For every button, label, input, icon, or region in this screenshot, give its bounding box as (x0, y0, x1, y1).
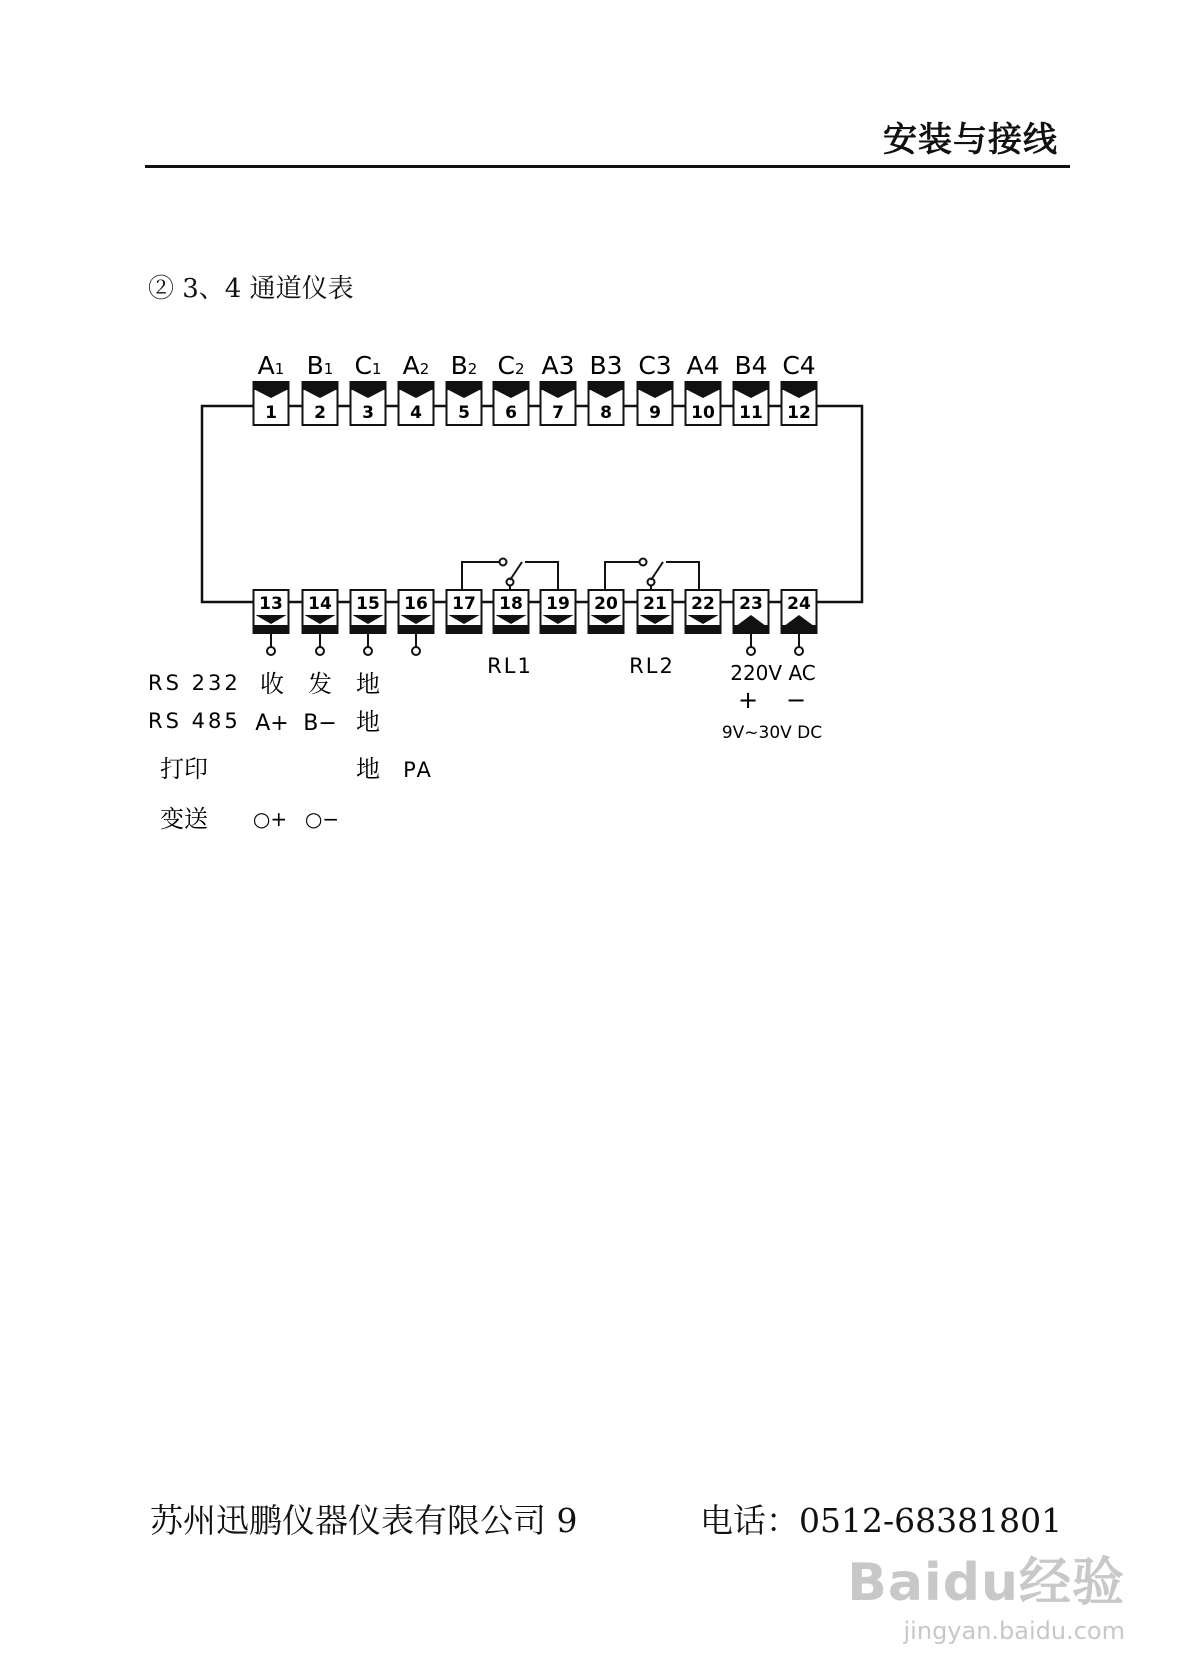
top-channel-label: C2 (497, 351, 525, 380)
bottom-terminal-cap (351, 625, 386, 633)
cell-rs232-15: 地 (356, 670, 380, 698)
terminal-pin (412, 647, 420, 655)
terminal-pin (747, 647, 755, 655)
bottom-terminal-number: 17 (452, 594, 476, 614)
top-terminal-number: 9 (649, 403, 661, 423)
bottom-terminal-number: 22 (691, 594, 715, 614)
bottom-terminal-cap (686, 625, 721, 633)
bottom-terminal-cap (399, 625, 434, 633)
top-terminal-cap (254, 382, 289, 390)
top-terminal-cap (734, 382, 769, 390)
bottom-terminal-cap (734, 625, 769, 633)
top-terminal-cap (638, 382, 673, 390)
bottom-terminal-cap (303, 625, 338, 633)
bottom-terminal-cap (589, 625, 624, 633)
top-channel-label: A3 (541, 351, 575, 380)
row-label-transmit: 变送 (160, 805, 208, 833)
row-label-print: 打印 (160, 755, 208, 783)
top-channel-label: C4 (782, 351, 816, 380)
relay-label-rl1: RL1 (487, 654, 533, 678)
top-channel-label: C3 (638, 351, 672, 380)
cell-rs232-13: 收 (260, 670, 284, 698)
top-terminal-cap (541, 382, 576, 390)
top-terminal-cap (447, 382, 482, 390)
top-terminal-cap (399, 382, 434, 390)
bottom-terminal-number: 20 (594, 594, 618, 614)
footer-company: 苏州迅鹏仪器仪表有限公司 9 (150, 1501, 578, 1540)
terminal-pin (267, 647, 275, 655)
top-terminal-number: 8 (600, 403, 612, 423)
bottom-terminal-row (254, 590, 817, 655)
cell-print-16: PA (403, 758, 433, 782)
outer-loop-wire-right (816, 406, 862, 602)
bottom-terminal-number: 16 (404, 594, 428, 614)
row-label-rs485: RS 485 (148, 709, 241, 733)
bottom-terminal-number: 15 (356, 594, 380, 614)
cell-rs485-13: A+ (255, 711, 289, 736)
top-channel-label: B4 (734, 351, 768, 380)
row-label-rs232: RS 232 (148, 671, 241, 695)
bottom-terminal-cap (782, 625, 817, 633)
top-terminal-cap (494, 382, 529, 390)
bottom-terminal-number: 24 (787, 594, 811, 614)
bottom-terminal-number: 14 (308, 594, 332, 614)
top-channel-label: A1 (257, 351, 285, 380)
cell-transmit-13: ○+ (252, 807, 288, 831)
bottom-terminal-number: 18 (499, 594, 523, 614)
top-channel-label: C1 (354, 351, 382, 380)
cell-rs485-14: B− (303, 711, 337, 736)
top-terminal-number: 4 (410, 403, 422, 423)
relay-rl1-contact (462, 559, 558, 591)
cell-rs232-14: 发 (308, 670, 332, 698)
relay-label-rl2: RL2 (629, 654, 675, 678)
terminal-pin (795, 647, 803, 655)
watermark-brand: Baidu经验 (847, 1553, 1125, 1613)
top-terminal-cap (351, 382, 386, 390)
bottom-terminal-number: 23 (739, 594, 763, 614)
top-channel-label: B3 (589, 351, 623, 380)
section-title: ② 3、4 通道仪表 (148, 274, 354, 304)
function-table (148, 670, 433, 833)
top-terminal-number: 10 (691, 403, 715, 423)
page-header-title: 安装与接线 (883, 120, 1058, 160)
bottom-terminal-cap (541, 625, 576, 633)
top-channel-label: B1 (306, 351, 334, 380)
bottom-terminal-cap (447, 625, 482, 633)
terminal-pin (316, 647, 324, 655)
power-minus-label: − (785, 686, 807, 714)
top-terminal-cap (782, 382, 817, 390)
bottom-terminal-cap (494, 625, 529, 633)
top-terminal-number: 3 (362, 403, 374, 423)
relay-rl2-contact (605, 559, 699, 591)
bottom-terminal-cap (638, 625, 673, 633)
watermark-url: jingyan.baidu.com (903, 1617, 1125, 1645)
baidu-watermark (847, 1540, 1125, 1645)
top-terminal-number: 7 (552, 403, 564, 423)
cell-transmit-14: ○− (304, 807, 340, 831)
cell-rs485-15: 地 (356, 708, 380, 736)
top-terminal-number: 1 (265, 403, 277, 423)
bottom-terminal-number: 21 (643, 594, 667, 614)
power-ac-label: 220V AC (730, 661, 816, 685)
top-terminal-row (254, 351, 817, 425)
top-channel-label: B2 (450, 351, 478, 380)
power-plus-label: + (737, 686, 759, 714)
terminal-pin (364, 647, 372, 655)
bottom-terminal-number: 19 (546, 594, 570, 614)
top-terminal-number: 6 (505, 403, 517, 423)
cell-print-15: 地 (356, 755, 380, 783)
top-terminal-number: 2 (314, 403, 326, 423)
top-terminal-number: 11 (739, 403, 763, 423)
bottom-terminal-number: 13 (259, 594, 283, 614)
outer-loop-wire (202, 406, 256, 602)
top-terminal-cap (686, 382, 721, 390)
top-terminal-cap (303, 382, 338, 390)
top-channel-label: A2 (402, 351, 430, 380)
bottom-terminal-cap (254, 625, 289, 633)
footer-phone: 电话：0512-68381801 (700, 1501, 1063, 1540)
top-terminal-number: 5 (458, 403, 470, 423)
power-dc-label: 9V~30V DC (721, 723, 823, 743)
top-terminal-number: 12 (787, 403, 811, 423)
top-terminal-cap (589, 382, 624, 390)
top-channel-label: A4 (686, 351, 720, 380)
